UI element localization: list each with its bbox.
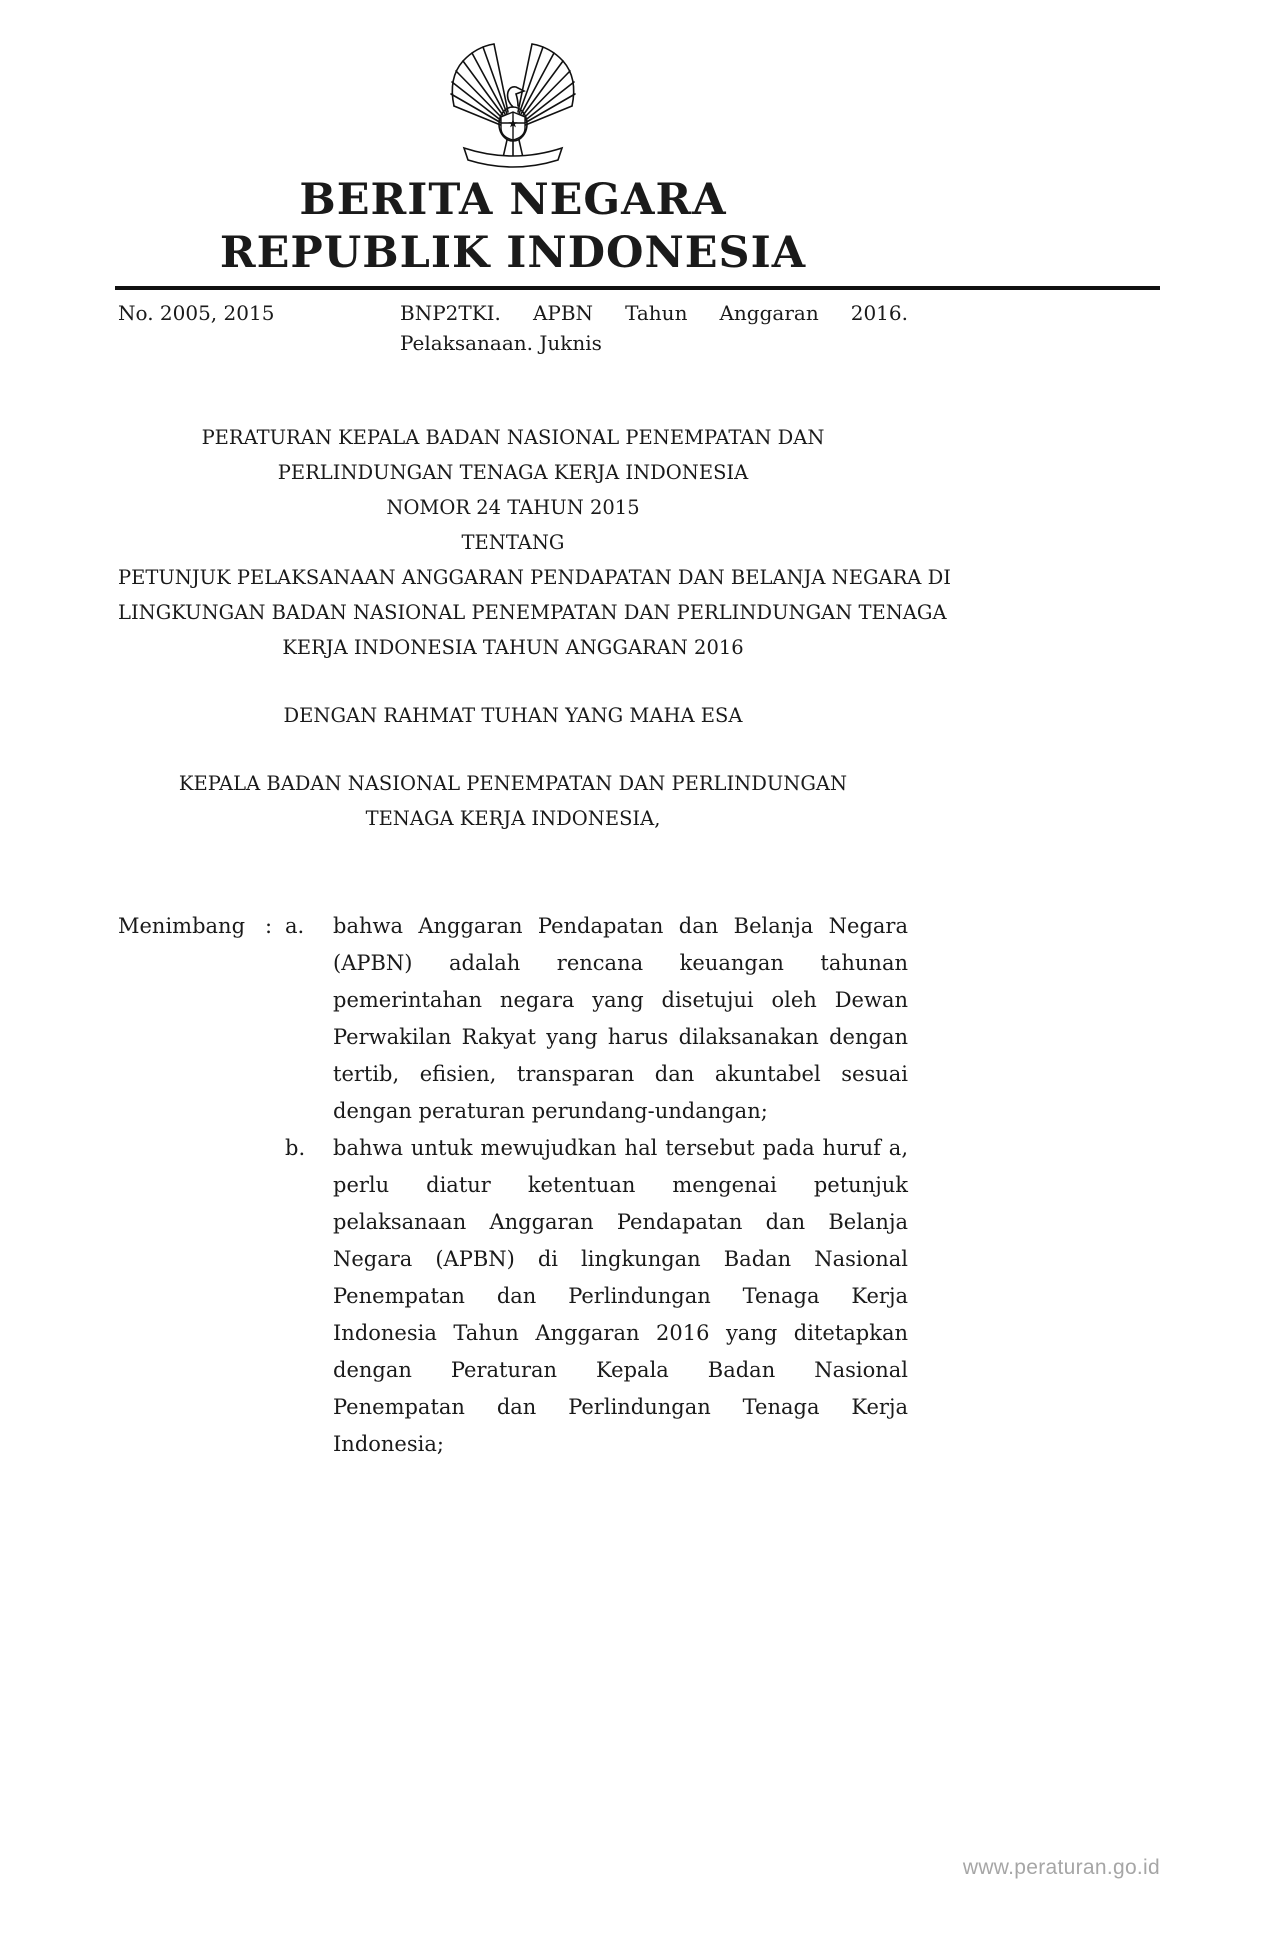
regulation-title-line-2: PERLINDUNGAN TENAGA KERJA INDONESIA [277, 461, 749, 484]
gazette-meta-row [118, 298, 908, 358]
gazette-number: No. 2005, 2015 [118, 301, 275, 325]
masthead [118, 0, 908, 280]
watermark-url: www.peraturan.go.id [962, 1856, 1160, 1879]
header-rule-divider [115, 286, 1160, 290]
considerations-section [118, 908, 908, 1463]
gazette-subject [400, 298, 908, 358]
regulation-number-line: NOMOR 24 TAHUN 2015 [386, 496, 640, 519]
issuing-officer-line-2: TENAGA KERJA INDONESIA, [365, 807, 661, 830]
regulation-subject-line-1: PETUNJUK PELAKSANAAN ANGGARAN PENDAPATAN DAN BELANJA NEGARA DI [118, 566, 951, 589]
item-text-b: bahwa untuk mewujudkan hal tersebut pada huruf a, perlu diatur ketentuan mengenai petunjuk pelaksanaan Anggaran Pendapatan dan Belanja Negara (APBN) di lingkungan Badan Nasional Penempatan dan Perlindungan Tenaga Kerja Indonesia Tahun Anggaran 2016 yang ditetapkan dengan Peraturan Kepala Badan Nasional Penempatan dan Perlindungan Tenaga Kerja Indonesia; [333, 1136, 908, 1456]
consideration-item-b [118, 1130, 908, 1463]
issuing-officer-line-1: KEPALA BADAN NASIONAL PENEMPATAN DAN PERLINDUNGAN [178, 772, 848, 795]
regulation-subject-line-3: KERJA INDONESIA TAHUN ANGGARAN 2016 [282, 636, 744, 659]
regulation-title-line-1: PERATURAN KEPALA BADAN NASIONAL PENEMPATAN DAN [201, 426, 825, 449]
consideration-item-a [118, 908, 908, 1130]
issuing-officer [118, 766, 908, 836]
gazette-title-line2: REPUBLIK INDONESIA [219, 228, 807, 278]
gazette-title-line1: BERITA NEGARA [299, 175, 727, 225]
regulation-heading [118, 420, 951, 836]
garuda-pancasila-emblem [446, 42, 580, 170]
gazette-subject-line1: BNP2TKI. APBN Tahun Anggaran 2016. [400, 301, 908, 325]
gazette-subject-line2: Pelaksanaan. Juknis [400, 331, 602, 355]
invocation-line: DENGAN RAHMAT TUHAN YANG MAHA ESA [283, 704, 743, 727]
regulation-subject-line-2: LINGKUNGAN BADAN NASIONAL PENEMPATAN DAN PERLINDUNGAN TENAGA [118, 601, 947, 624]
item-letter-b: b. [285, 1136, 306, 1160]
regulation-tentang-line: TENTANG [461, 531, 565, 554]
menimbang-label: Menimbang [118, 914, 246, 938]
item-letter-a: a. [285, 914, 305, 938]
menimbang-colon: : [265, 914, 273, 938]
item-text-a: bahwa Anggaran Pendapatan dan Belanja Negara (APBN) adalah rencana keuangan tahunan pemerintahan negara yang disetujui oleh Dewan Perwakilan Rakyat yang harus dilaksanakan dengan tertib, efisien, transparan dan akuntabel sesuai dengan peraturan perundang-undangan; [333, 914, 908, 1123]
